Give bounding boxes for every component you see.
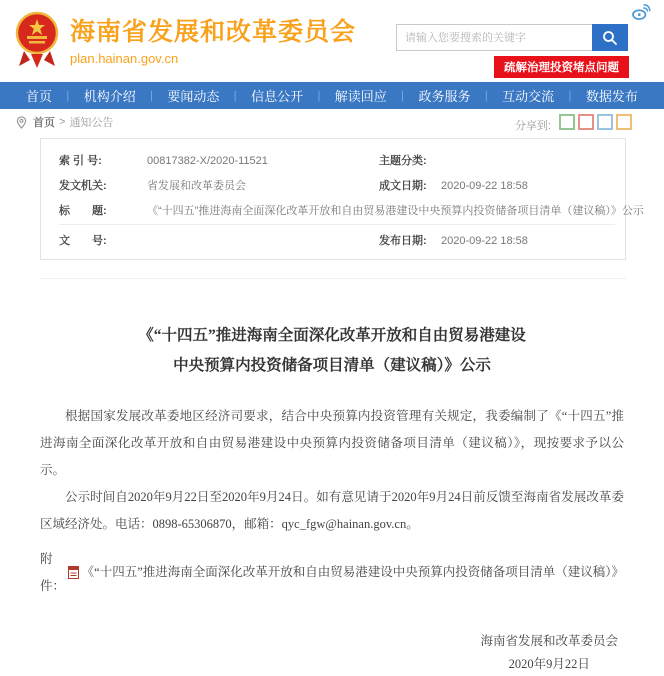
meta-label-publish-date: 发布日期: [379, 235, 427, 247]
search-input[interactable] [396, 24, 592, 51]
article-title [0, 321, 664, 381]
nav-separator: | [484, 89, 488, 102]
nav-item-service[interactable]: 政务服务 [418, 89, 471, 104]
site-title: 海南省发展和改革委员会 [70, 18, 357, 46]
document-meta-table [40, 138, 644, 260]
nav-item-data[interactable]: 数据发布 [585, 89, 638, 104]
meta-label-category: 主题分类: [379, 154, 427, 167]
meta-row-agency [59, 172, 615, 197]
nav-item-info[interactable]: 信息公开 [251, 89, 304, 104]
nav-item-news[interactable]: 要闻动态 [167, 89, 220, 104]
meta-label-agency: 发文机关: [59, 179, 107, 192]
signature-block [480, 630, 618, 676]
share-weibo-button[interactable] [578, 114, 594, 130]
main-nav [0, 82, 664, 109]
nav-separator: | [150, 89, 153, 102]
breadcrumb-separator: > [59, 116, 66, 128]
site-url: plan.hainan.gov.cn [70, 51, 179, 66]
nav-separator: | [317, 89, 321, 102]
nav-item-interact[interactable]: 互动交流 [502, 89, 555, 104]
share-bar [515, 114, 632, 133]
nav-separator: | [233, 89, 237, 102]
share-qq-button[interactable] [597, 114, 613, 130]
nav-separator: | [401, 89, 405, 102]
article-title-line2: 中央预算内投资储备项目清单（建议稿）》公示 [173, 356, 491, 374]
attachment-link[interactable]: 《“十四五”推进海南全面深化改革开放和自由贸易港建设中央预算内投资储备项目清单（建议稿）》 [81, 565, 624, 579]
meta-label-docnum: 文 号: [59, 235, 107, 247]
share-label: 分享到: [514, 120, 551, 132]
nav-item-org[interactable]: 机构介绍 [83, 89, 136, 104]
meta-value-publish-date: 2020-09-22 18:58 [441, 235, 528, 247]
search-icon [602, 30, 618, 46]
search-button[interactable] [592, 24, 628, 51]
breadcrumb-home[interactable]: 首页 [33, 117, 55, 129]
attachment-line [40, 546, 624, 600]
nav-separator: | [568, 89, 572, 102]
article-paragraph-2: 公示时间自2020年9月22日至2020年9月24日。如有意见请于2020年9月24日前反馈至海南省发展改革委区域经济处。电话：0898-65306870，邮箱：qyc_fgw@hainan.gov.cn。 [40, 489, 624, 531]
signature-name: 海南省发展和改革委员会 [480, 633, 618, 648]
doc-file-icon [68, 566, 79, 579]
nav-item-interpret[interactable]: 解读回应 [334, 89, 387, 104]
meta-label-title: 标 题: [59, 204, 107, 217]
brand-text [70, 12, 356, 66]
article-paragraph-1: 根据国家发展改革委地区经济司要求，结合中央预算内投资管理有关规定，我委编制了《“十四五”推进海南全面深化改革开放和自由贸易港建设中央预算内投资储备项目清单（建议稿）》，现按要求予以公示。 [40, 408, 624, 477]
breadcrumb [0, 109, 664, 135]
meta-row-index [59, 147, 615, 172]
share-qzone-button[interactable] [616, 114, 632, 130]
signature-date: 2020年9月22日 [508, 656, 590, 671]
search-bar [396, 24, 628, 51]
meta-value-index: 00817382-X/2020-11521 [147, 154, 268, 167]
meta-value-written-date: 2020-09-22 18:58 [441, 179, 528, 192]
weibo-icon[interactable] [632, 4, 650, 20]
meta-label-written-date: 成文日期: [379, 179, 427, 192]
hot-topic-button[interactable]: 疏解治理投资堵点问题 [494, 56, 629, 78]
nav-item-home[interactable]: 首页 [26, 89, 53, 104]
content-divider [40, 278, 626, 279]
nav-separator: | [66, 89, 70, 102]
meta-value-agency: 省发展和改革委员会 [147, 179, 246, 192]
location-pin-icon [16, 116, 27, 129]
attachment-label: 附件： [40, 551, 66, 593]
breadcrumb-current: 通知公告 [69, 117, 114, 129]
meta-label-index: 索 引 号: [59, 154, 102, 167]
national-emblem-logo [12, 10, 62, 68]
article-title-line1: 《“十四五”推进海南全面深化改革开放和自由贸易港建设 [138, 326, 526, 344]
meta-value-title: 《“十四五”推进海南全面深化改革开放和自由贸易港建设中央预算内投资储备项目清单（建议稿）》公示 [147, 204, 644, 217]
meta-row-docnum [59, 224, 615, 253]
notice-article [0, 321, 664, 676]
share-wechat-button[interactable] [559, 114, 575, 130]
site-header [0, 0, 664, 82]
meta-row-title [59, 197, 644, 222]
site-brand[interactable] [12, 10, 356, 68]
